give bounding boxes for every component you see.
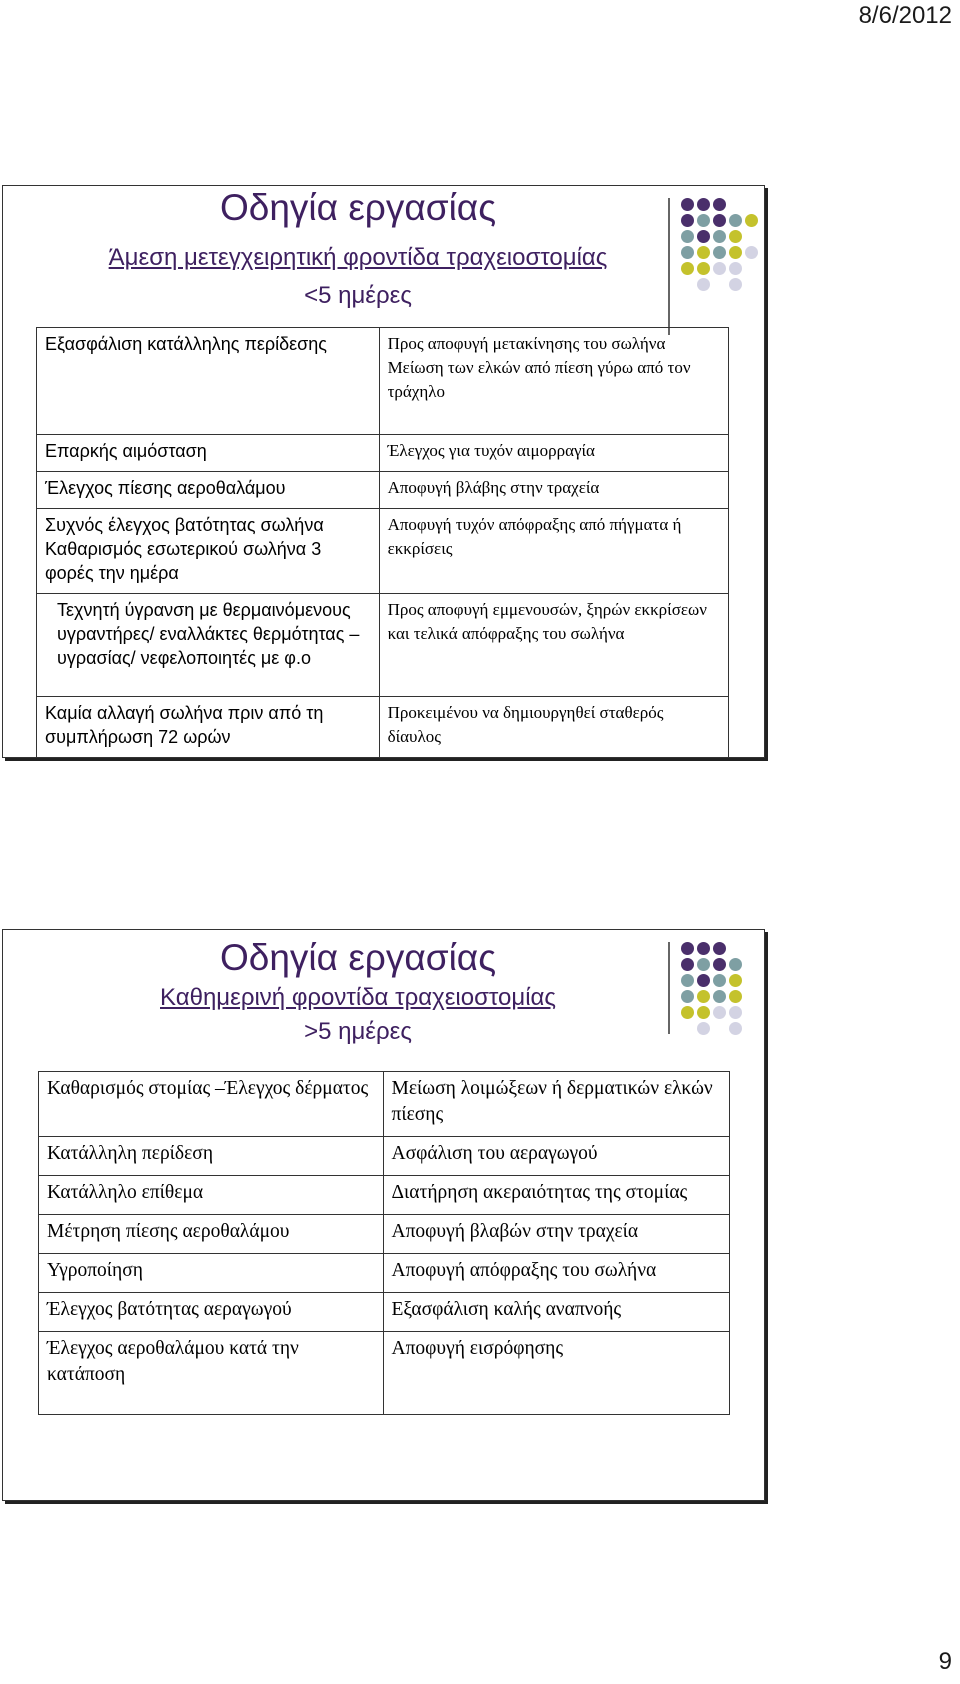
reason-cell [379, 435, 728, 472]
action-text: Καμία αλλαγή σωλήνα πριν από τη συμπλήρωση 72 ωρών [45, 703, 324, 747]
reason-text: Προς αποφυγή εμμενουσών, ξηρών εκκρίσεων και τελικά απόφραξης του σωλήνα [387, 600, 707, 643]
reason-cell [379, 472, 728, 509]
dot-icon [697, 1006, 710, 1019]
reason-cell [383, 1215, 730, 1254]
dot-icon [697, 198, 710, 211]
dot-icon [745, 214, 758, 227]
dot-icon [697, 1022, 710, 1035]
dot-icon [713, 262, 726, 275]
dot-icon [697, 246, 710, 259]
action-text: Κατάλληλο επίθεμα [47, 1182, 204, 1203]
table-row [37, 509, 729, 594]
reason-text: Αποφυγή εισρόφησης [391, 1338, 564, 1359]
dot-icon [713, 974, 726, 987]
dot-icon [729, 278, 742, 291]
dot-icon [713, 246, 726, 259]
action-cell [39, 1176, 384, 1215]
action-cell [37, 594, 380, 697]
reason-text: Εξασφάλιση καλής αναπνοής [391, 1299, 622, 1320]
dot-icon [697, 958, 710, 971]
dot-icon [681, 198, 694, 211]
action-text: Καθαρισμός στομίας –Έλεγχος δέρματος [47, 1078, 369, 1099]
dot-icon [697, 942, 710, 955]
dot-icon [681, 246, 694, 259]
action-cell [39, 1137, 384, 1176]
action-cell [37, 697, 380, 758]
dot-icon [729, 1006, 742, 1019]
slide-2-days: >5 ημέρες [304, 1018, 412, 1045]
table-row [39, 1176, 730, 1215]
dot-icon [729, 262, 742, 275]
action-cell [39, 1254, 384, 1293]
reason-text: Αποφυγή απόφραξης του σωλήνα [391, 1260, 657, 1281]
dot-icon [681, 958, 694, 971]
slide-1-days: <5 ημέρες [304, 282, 412, 309]
table-row [39, 1332, 730, 1415]
reason-text: Μείωση των ελκών από πίεση γύρω από τον τράχηλο [387, 358, 691, 401]
dot-icon [697, 230, 710, 243]
action-text: Έλεγχος βατότητας αεραγωγού [47, 1299, 292, 1320]
reason-text: Προκειμένου να δημιουργηθεί σταθερός δίαυλος [387, 703, 664, 746]
reason-cell [383, 1254, 730, 1293]
action-cell [37, 435, 380, 472]
table-row [39, 1293, 730, 1332]
slide-1-table [36, 327, 729, 758]
table-row [37, 328, 729, 435]
dot-icon [745, 246, 758, 259]
dot-icon [697, 262, 710, 275]
table-row [39, 1254, 730, 1293]
dot-icon [681, 214, 694, 227]
dot-icon [697, 974, 710, 987]
dot-icon [713, 958, 726, 971]
slide-1-subtitle: Άμεση μετεγχειρητική φροντίδα τραχειοστομίας [108, 244, 608, 271]
dot-icon [681, 230, 694, 243]
divider-line [668, 942, 670, 1034]
dot-icon [729, 1022, 742, 1035]
reason-text: Έλεγχος για τυχόν αιμορραγία [387, 441, 595, 460]
dot-icon [729, 246, 742, 259]
table-row [39, 1215, 730, 1254]
action-text: Έλεγχος πίεσης αεροθαλάμου [45, 478, 286, 498]
reason-cell [379, 594, 728, 697]
reason-cell [379, 509, 728, 594]
dot-icon [713, 1006, 726, 1019]
action-text: Έλεγχος αεροθαλάμου κατά την κατάποση [47, 1338, 299, 1385]
action-cell [39, 1293, 384, 1332]
dot-icon [697, 214, 710, 227]
dot-icon [697, 278, 710, 291]
reason-text: Ασφάλιση του αεραγωγού [391, 1143, 598, 1164]
page-number: 9 [938, 1648, 952, 1675]
dot-icon [729, 990, 742, 1003]
dot-icon [681, 1006, 694, 1019]
dot-icon [681, 942, 694, 955]
dot-icon [713, 942, 726, 955]
action-cell [39, 1072, 384, 1137]
action-text: Καθαρισμός εσωτερικού σωλήνα 3 φορές την ημέρα [45, 539, 322, 583]
reason-cell [379, 697, 728, 758]
dot-icon [681, 974, 694, 987]
action-cell [39, 1215, 384, 1254]
action-cell [37, 328, 380, 435]
reason-cell [383, 1176, 730, 1215]
slide-1-title: Οδηγία εργασίας [219, 187, 497, 228]
dot-icon [729, 974, 742, 987]
dot-icon [729, 230, 742, 243]
slide-2 [2, 929, 765, 1501]
divider-line [668, 198, 670, 335]
reason-cell [383, 1332, 730, 1415]
dot-icon [713, 990, 726, 1003]
reason-cell [379, 328, 728, 435]
reason-text: Αποφυγή βλάβης στην τραχεία [387, 478, 600, 497]
reason-cell [383, 1293, 730, 1332]
slide-2-title: Οδηγία εργασίας [219, 937, 497, 978]
slide-1 [2, 185, 765, 758]
reason-cell [383, 1137, 730, 1176]
dot-icon [713, 230, 726, 243]
dot-icon [681, 990, 694, 1003]
dot-icon [713, 214, 726, 227]
table-row [37, 594, 729, 697]
action-cell [39, 1332, 384, 1415]
table-row [37, 435, 729, 472]
reason-text: Μείωση λοιμώξεων ή δερματικών ελκών πίεσης [391, 1078, 713, 1125]
action-text: Συχνός έλεγχος βατότητας σωλήνα [45, 515, 324, 535]
reason-text: Προς αποφυγή μετακίνησης του σωλήνα [387, 334, 666, 353]
reason-text: Διατήρηση ακεραιότητας της στομίας [391, 1182, 688, 1203]
slide-2-subtitle: Καθημερινή φροντίδα τραχειοστομίας [160, 984, 556, 1011]
action-text: Κατάλληλη περίδεση [47, 1143, 214, 1164]
action-cell [37, 509, 380, 594]
action-text: Τεχνητή ύγρανση με θερμαινόμενους υγραντήρες/ εναλλάκτες θερμότητας – υγρασίας/ νεφελοποιητές με φ.ο [57, 600, 360, 668]
table-row [37, 472, 729, 509]
dot-icon [729, 958, 742, 971]
table-row [39, 1072, 730, 1137]
reason-text: Αποφυγή βλαβών στην τραχεία [391, 1221, 639, 1242]
table-row [39, 1137, 730, 1176]
dot-icon [713, 198, 726, 211]
action-text: Εξασφάλιση κατάλληλης περίδεσης [45, 334, 327, 354]
table-row [37, 697, 729, 758]
dot-icon [729, 214, 742, 227]
dot-icon [697, 990, 710, 1003]
dot-icon [681, 262, 694, 275]
reason-text: Αποφυγή τυχόν απόφραξης από πήγματα ή εκκρίσεις [387, 515, 682, 558]
action-text: Επαρκής αιμόσταση [45, 441, 207, 461]
action-cell [37, 472, 380, 509]
slide-2-table [38, 1071, 730, 1415]
action-text: Μέτρηση πίεσης αεροθαλάμου [47, 1221, 290, 1242]
reason-cell [383, 1072, 730, 1137]
action-text: Υγροποίηση [47, 1260, 143, 1281]
page-date: 8/6/2012 [858, 2, 952, 29]
